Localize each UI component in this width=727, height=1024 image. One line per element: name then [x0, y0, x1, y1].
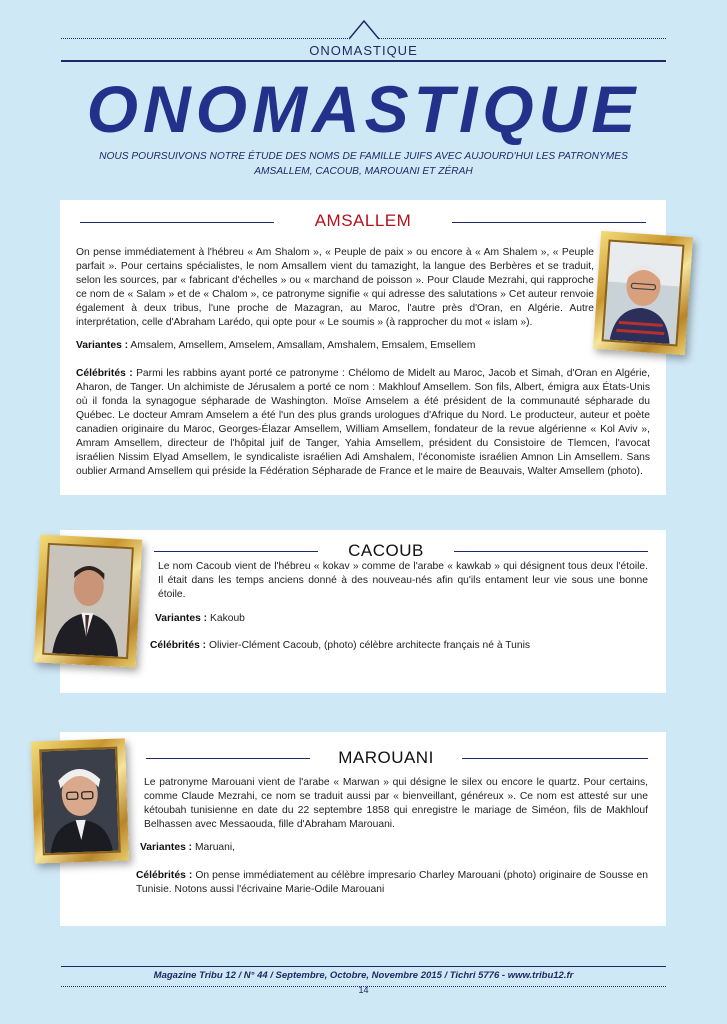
card-marouani	[60, 732, 666, 926]
celebrities-value: Olivier-Clément Cacoub, (photo) célèbre architecte français né à Tunis	[208, 640, 531, 651]
celebrities-label: Célébrités :	[136, 870, 193, 881]
amsallem-celebrities	[76, 367, 650, 479]
title-rule-right	[454, 551, 648, 552]
celebrities-value: Parmi les rabbins ayant porté ce patronyme : Chélomo de Midelt au Maroc, Jacob et Simah, d'Oran en Algérie, Aharon, de Tanger. Un alchimiste de Jérusalem a porté ce nom : Makhlouf Amsellem. Son fils, Albert, émigra aux États-Unis où il fonda la synagogue sépharade de Washington. Moïse Amselem a été président de la communauté sépharade du Québec. Le docteur Amram Amselem a été l'un des plus grands urologues d'Afrique du Nord. Le producteur, auteur et poète canadien originaire du Maroc, Georges-Élazar Amsellem, William Amsellem, fondateur de la revue algérienne « Kol Aviv », Amram Amsellem, directeur de l'hôpital juif de Tanger, Yahia Amsellem, président du Consistoire de Tlemcen, l'avocat israélien Nissim Elyad Amsellem, le syndicaliste israélien Adi Amshalem, l'économiste israélien Amnon Lin Amsellem. Sans oublier Armand Amsellem qui préside la Fédération Sépharade de France et le maire de Beauvais, Walter Amsellem (photo).	[76, 368, 650, 477]
celebrities-label: Célébrités :	[76, 368, 133, 379]
title-rule-right	[452, 222, 646, 223]
title-rule-left	[146, 758, 310, 759]
amsallem-body: On pense immédiatement à l'hébreu « Am Shalom », « Peuple de paix » ou encore à « Am Shalem », « Peuple parfait ». Pour certains spécialistes, le nom Amsallem vient du tamazight, la langue des Berbères et se traduit, selon les sources, par « fabricant d'échelles » ou « marchand de poisson ». Pour Claude Mezrahi, qui rapproche ce nom de « Salam » et de « Chalom », ce patronyme signifie « qui adresse des salutations » Cet auteur renvoie également à deux tribus, l'une proche de Mazagran, au Maroc, l'autre près d'Oran, en Algérie. Autre interprétation, celle d'Abraham Larédo, qui opte pour « Le soumis » (à rapprocher du mot « islam »).	[76, 247, 594, 328]
cacoub-celebrities	[150, 639, 650, 653]
title-rule-left	[154, 551, 318, 552]
celebrities-label: Célébrités :	[150, 640, 207, 651]
cacoub-variants	[155, 612, 645, 626]
page-title: ONOMASTIQUE	[86, 72, 641, 146]
intro-line-1: NOUS POURSUIVONS NOTRE ÉTUDE DES NOMS DE FAMILLE JUIFS AVEC AUJOURD'HUI LES PATRONYMES	[99, 151, 628, 162]
cacoub-body: Le nom Cacoub vient de l'hébreu « kokav » comme de l'arabe « kawkab » qui désignent tous deux l'étoile. Il était dans les temps anciens donné à des nouveau-nés afin qu'ils entament leur vie sous une bonne étoile.	[158, 561, 648, 600]
page-number: 14	[358, 985, 369, 995]
title-rule-left	[80, 222, 274, 223]
variants-label: Variantes :	[155, 613, 208, 624]
card-amsallem	[60, 200, 666, 495]
title-rule-right	[462, 758, 648, 759]
header-triangle-icon	[349, 20, 379, 40]
celebrities-value: On pense immédiatement au célèbre impresario Charley Marouani (photo) originaire de Sousse en Tunisie. Notons aussi l'écrivaine Marie-Odile Marouani	[136, 870, 648, 895]
portrait-photo-icon	[42, 543, 134, 659]
section-title-marouani: MAROUANI	[338, 748, 434, 767]
variants-value: Maruani,	[194, 842, 236, 853]
amsallem-variants	[76, 339, 594, 353]
footer-rule	[61, 966, 666, 967]
portrait-photo-icon	[39, 747, 121, 856]
variants-label: Variantes :	[76, 340, 129, 351]
marouani-body: Le patronyme Marouani vient de l'arabe « Marwan » qui désigne le silex ou encore le quartz. Pour certains, comme Claude Mezrahi, ce nom se traduit aussi par « bienveillant, généreux ». Ce nom est attesté sur une kétoubah tunisienne en date du 22 septembre 1858 qui enregistre le mariage de Siméon, fils de Makhlouf Belhassen avec Messaouda, fille d'Abraham Marouani.	[144, 777, 648, 830]
portrait-photo-icon	[602, 239, 685, 346]
variants-value: Amsalem, Amsellem, Amselem, Amsallam, Amshalem, Emsalem, Emsellem	[130, 340, 476, 351]
intro-text	[70, 149, 657, 179]
section-tag: ONOMASTIQUE	[309, 43, 418, 58]
footer-text: Magazine Tribu 12 / N° 44 / Septembre, Octobre, Novembre 2015 / Tichri 5776 - www.tribu12.fr	[153, 970, 574, 981]
intro-line-2: AMSALLEM, CACOUB, MAROUANI ET ZÉRAH	[254, 166, 473, 177]
variants-value: Kakoub	[209, 613, 245, 624]
photo-frame-marouani	[31, 738, 129, 863]
variants-label: Variantes :	[140, 842, 193, 853]
photo-frame-amsallem	[593, 231, 693, 355]
card-cacoub	[60, 530, 666, 693]
photo-frame-cacoub	[34, 534, 143, 667]
marouani-celebrities	[136, 869, 648, 897]
marouani-variants	[140, 841, 644, 855]
header-solid-rule	[61, 60, 666, 62]
section-title-cacoub: CACOUB	[348, 541, 424, 560]
section-title-amsallem: AMSALLEM	[314, 211, 412, 230]
